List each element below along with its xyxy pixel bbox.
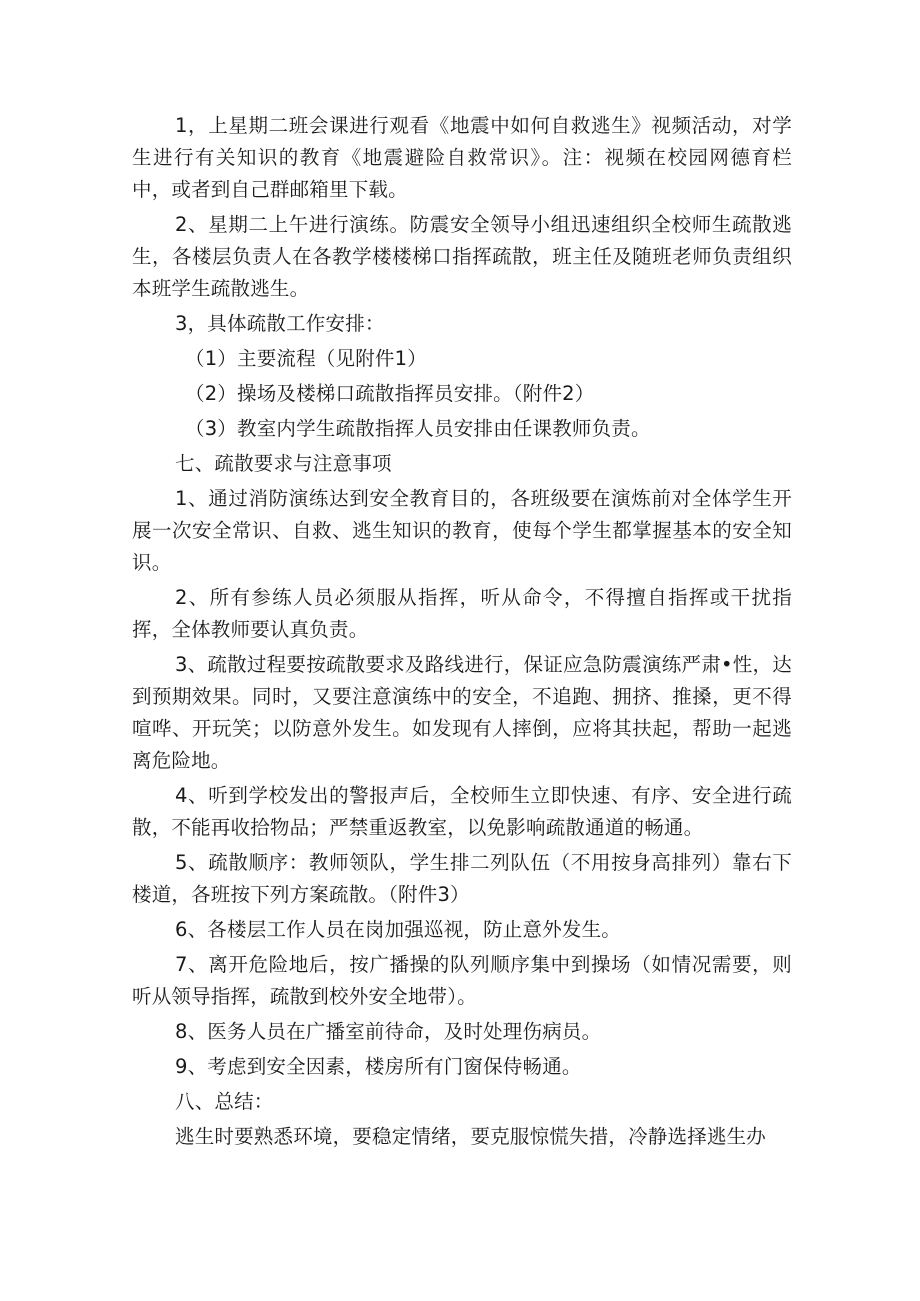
section-heading-summary: 八、总结： <box>175 1090 274 1113</box>
sub-item-main-process: （1）主要流程（见附件1） <box>185 347 427 370</box>
requirement-item-2: 2、所有参练人员必须服从指挥，听从命令，不得擅自指挥或干扰指挥，全体教师要认真负责。 <box>132 586 792 641</box>
paragraph-item-1-video: 1，上星期二班会课进行观看《地震中如何自救逃生》视频活动，对学生进行有关知识的教育《地震避险自救常识》。注：视频在校园网德育栏中，或者到自己群邮箱里下载。 <box>132 114 792 201</box>
requirement-item-4: 4、听到学校发出的警报声后，全校师生立即快速、有序、安全进行疏散，不能再收拾物品；严禁重返教室，以免影响疏散通道的畅通。 <box>132 784 792 839</box>
summary-text: 逃生时要熟悉环境，要稳定情绪，要克服惊慌失措，冷静选择逃生办 <box>175 1125 767 1148</box>
paragraph-item-3-arrangement: 3，具体疏散工作安排： <box>175 312 385 335</box>
requirement-item-8: 8、医务人员在广播室前待命，及时处理伤病员。 <box>175 1020 602 1043</box>
section-heading-requirements: 七、疏散要求与注意事项 <box>175 452 392 475</box>
requirement-item-1: 1、通过消防演练达到安全教育目的，各班级要在演炼前对全体学生开展一次安全常识、自救、逃生知识的教育，使每个学生都掌握基本的安全知识。 <box>132 487 792 574</box>
requirement-item-3: 3、疏散过程要按疏散要求及路线进行，保证应急防震演练严肃•性，达到预期效果。同时，又要注意演练中的安全，不追跑、拥挤、推搡，更不得喧哗、开玩笑；以防意外发生。如发现有人摔倒，应将其扶起，帮助一起逃离危险地。 <box>132 653 792 772</box>
requirement-item-9: 9、考虑到安全因素，楼房所有门窗保侍畅通。 <box>175 1055 582 1078</box>
document-body <box>132 110 792 1156</box>
sub-item-commander-arrangement: （2）操场及楼梯口疏散指挥员安排。（附件2） <box>185 382 595 405</box>
requirement-item-5: 5、疏散顺序：教师领队，学生排二列队伍（不用按身高排列）靠右下楼道，各班按下列方案疏散。（附件3） <box>132 851 792 906</box>
sub-item-classroom-arrangement: （3）教室内学生疏散指挥人员安排由任课教师负责。 <box>185 417 651 440</box>
requirement-item-7: 7、离开危险地后，按广播操的队列顺序集中到操场（如情况需要，则听从领导指挥，疏散到校外安全地带）。 <box>132 953 792 1008</box>
paragraph-item-2-drill: 2、星期二上午进行演练。防震安全领导小组迅速组织全校师生疏散逃生，各楼层负责人在各教学楼楼梯口指挥疏散，班主任及随班老师负责组织本班学生疏散逃生。 <box>132 213 792 300</box>
requirement-item-6: 6、各楼层工作人员在岗加强巡视，防止意外发生。 <box>175 918 622 941</box>
